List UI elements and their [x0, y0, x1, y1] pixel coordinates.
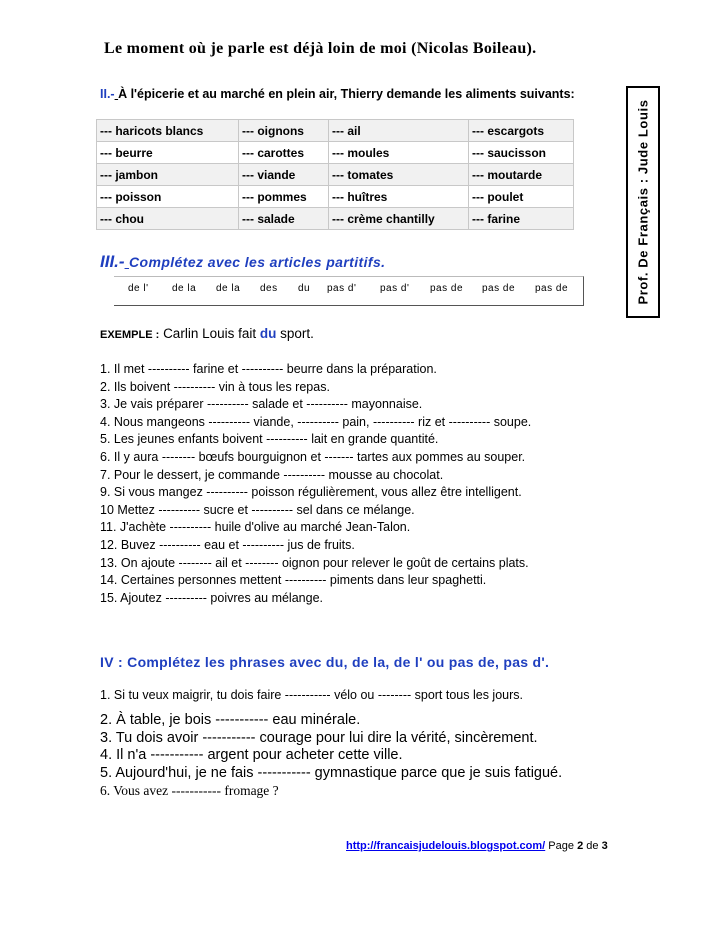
articles-word-bank	[114, 276, 584, 306]
article-item: pas d'	[327, 283, 357, 294]
article-item: de la	[216, 283, 241, 294]
table-row	[97, 142, 574, 164]
example-before: Carlin Louis fait	[163, 326, 257, 341]
article-item: du	[298, 283, 311, 294]
section-2-heading	[100, 87, 575, 101]
table-cell: --- beurre	[97, 142, 239, 164]
article-item: de l'	[128, 283, 149, 294]
table-cell: --- saucisson	[469, 142, 574, 164]
section-3-title: Complétez avec les articles partitifs.	[129, 254, 386, 270]
section-4-heading: IV : Complétez les phrases avec du, de la, de l' ou pas de, pas d'.	[100, 654, 550, 670]
table-cell: --- poisson	[97, 186, 239, 208]
article-item: de la	[172, 283, 197, 294]
table-cell: --- huîtres	[329, 186, 469, 208]
section-2-number: II.-	[100, 87, 115, 101]
table-cell: --- tomates	[329, 164, 469, 186]
exercise-4-list	[100, 712, 562, 800]
list-item: 5. Les jeunes enfants boivent ---------- lait en grande quantité.	[100, 432, 439, 447]
table-cell: --- moules	[329, 142, 469, 164]
blog-link[interactable]: http://francaisjudelouis.blogspot.com/	[346, 840, 546, 852]
list-item: 4. Nous mangeons ---------- viande, ---------- pain, ---------- riz et ---------- soupe.	[100, 414, 532, 429]
article-item: des	[260, 283, 278, 294]
table-cell: --- haricots blancs	[97, 120, 239, 142]
exercise-4-first: 1. Si tu veux maigrir, tu dois faire ----------- vélo ou -------- sport tous les jours.	[100, 688, 523, 702]
page-of-word: de	[586, 840, 599, 852]
table-cell: --- chou	[97, 208, 239, 230]
table-row	[97, 186, 574, 208]
list-item: 10 Mettez ---------- sucre et ---------- sel dans ce mélange.	[100, 502, 415, 517]
table-cell: --- viande	[239, 164, 329, 186]
table-cell: --- jambon	[97, 164, 239, 186]
list-item: 2. À table, je bois ----------- eau minérale.	[100, 712, 361, 728]
table-cell: --- crème chantilly	[329, 208, 469, 230]
list-item: 6. Vous avez ----------- fromage ?	[100, 783, 279, 799]
table-row	[97, 208, 574, 230]
page-footer	[346, 840, 608, 852]
list-item: 14. Certaines personnes mettent ---------- piments dans leur spaghetti.	[100, 573, 487, 588]
list-item: 9. Si vous mangez ---------- poisson régulièrement, vous allez être intelligent.	[100, 485, 522, 500]
page-total: 3	[601, 840, 608, 852]
food-table	[96, 119, 574, 230]
section-2-title: À l'épicerie et au marché en plein air, Thierry demande les aliments suivants:	[118, 87, 575, 101]
table-cell: --- moutarde	[469, 164, 574, 186]
header-quote: Le moment où je parle est déjà loin de moi (Nicolas Boileau).	[104, 40, 537, 57]
table-row	[97, 120, 574, 142]
list-item: 3. Je vais préparer ---------- salade et ---------- mayonnaise.	[100, 397, 423, 412]
table-cell: --- oignons	[239, 120, 329, 142]
article-item: pas de	[430, 283, 464, 294]
table-row	[97, 164, 574, 186]
example-word: du	[259, 326, 277, 341]
sidebar-author-text: Prof. De Français : Jude Louis	[635, 99, 651, 305]
section-3-number: III.-	[100, 252, 125, 271]
list-item: 4. Il n'a ----------- argent pour acheter cette ville.	[100, 747, 403, 764]
table-cell: --- poulet	[469, 186, 574, 208]
table-cell: --- carottes	[239, 142, 329, 164]
list-item: 11. J'achète ---------- huile d'olive au marché Jean-Talon.	[100, 520, 411, 535]
example-after: sport.	[280, 326, 314, 341]
table-cell: --- farine	[469, 208, 574, 230]
section-3-heading	[100, 252, 385, 272]
list-item: 1. Il met ---------- farine et ---------- beurre dans la préparation.	[100, 362, 437, 376]
sidebar-author-box	[626, 86, 660, 318]
table-cell: --- escargots	[469, 120, 574, 142]
article-item: pas de	[482, 283, 516, 294]
example-label: EXEMPLE :	[100, 329, 160, 341]
page-word: Page	[548, 840, 574, 852]
list-item: 15. Ajoutez ---------- poivres au mélange.	[100, 590, 323, 605]
exercise-3-list	[100, 361, 531, 607]
list-item: 2. Ils boivent ---------- vin à tous les repas.	[100, 379, 330, 394]
list-item: 3. Tu dois avoir ----------- courage pour lui dire la vérité, sincèrement.	[100, 729, 538, 746]
list-item: 5. Aujourd'hui, je ne fais ----------- gymnastique parce que je suis fatigué.	[100, 764, 563, 781]
list-item: 7. Pour le dessert, je commande ---------- mousse au chocolat.	[100, 467, 444, 482]
table-cell: --- ail	[329, 120, 469, 142]
list-item: 12. Buvez ---------- eau et ---------- jus de fruits.	[100, 537, 355, 552]
table-cell: --- pommes	[239, 186, 329, 208]
page-number: 2	[577, 840, 584, 852]
example-line	[100, 326, 314, 341]
table-cell: --- salade	[239, 208, 329, 230]
article-item: pas de	[535, 283, 569, 294]
list-item: 6. Il y aura -------- bœufs bourguignon et ------- tartes aux pommes au souper.	[100, 449, 526, 464]
list-item: 13. On ajoute -------- ail et -------- oignon pour relever le goût de certains plats.	[100, 555, 529, 570]
article-item: pas d'	[380, 283, 410, 294]
